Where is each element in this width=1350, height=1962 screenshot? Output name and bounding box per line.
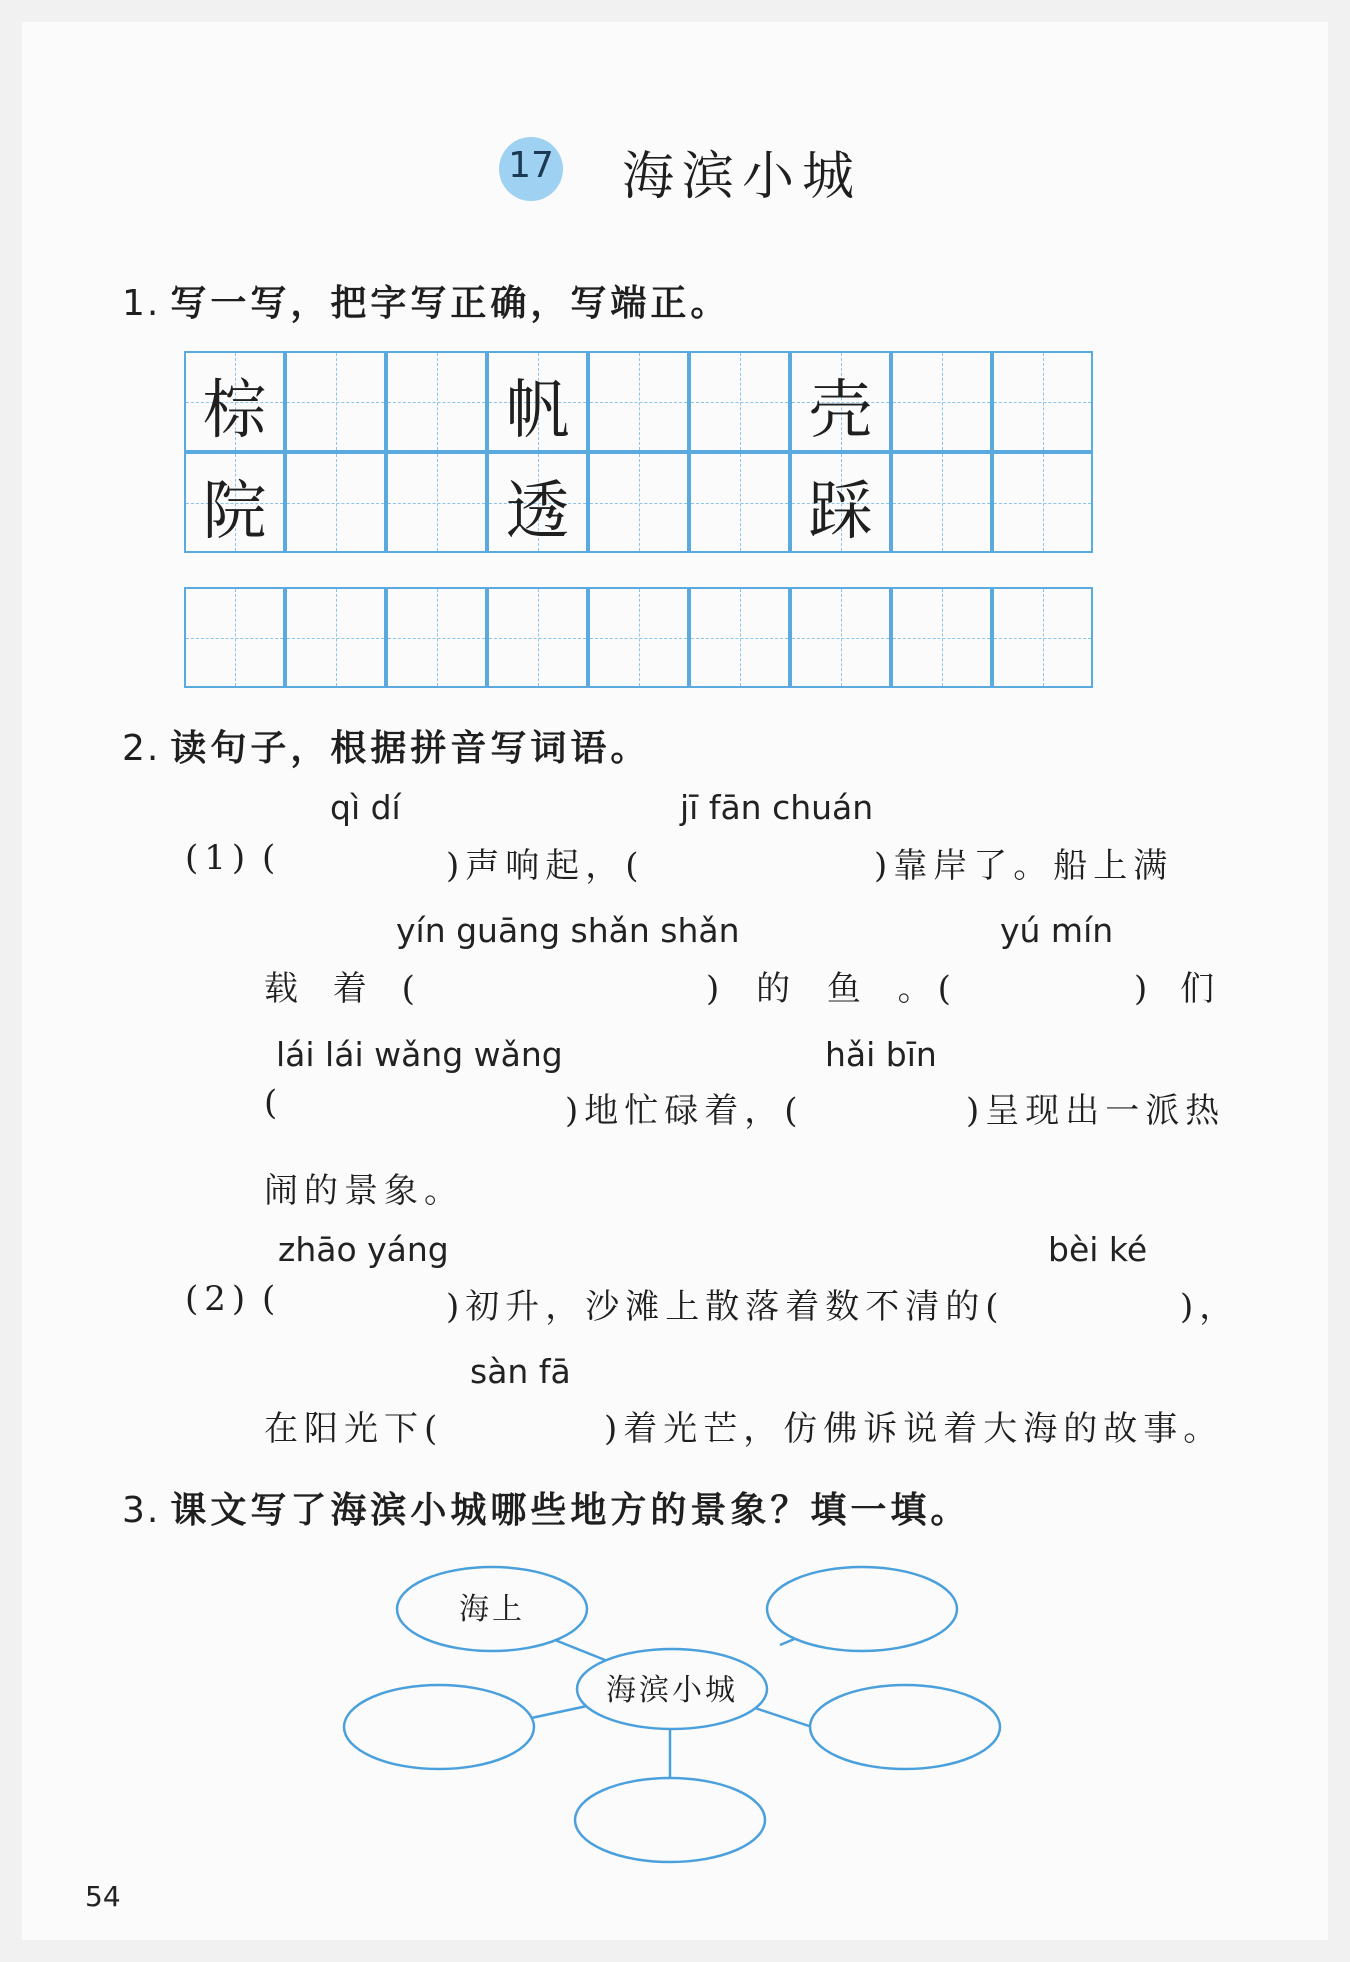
q3-title: 课文写了海滨小城哪些地方的景象？填一填。: [170, 1489, 971, 1531]
grid-cell-model-3: [790, 351, 891, 452]
model-char: 透: [505, 475, 570, 549]
model-char: 踩: [808, 475, 873, 549]
grid-cell-model-5: [487, 452, 588, 553]
pinyin-yumin: yú mín: [1000, 911, 1114, 950]
connector-line: [755, 1708, 815, 1728]
s1-line2-mid: ) 的 鱼 。(: [706, 969, 957, 1009]
branch-label-sea: 海上: [459, 1592, 525, 1627]
page-number: 54: [85, 1880, 121, 1913]
pinyin-beike: bèi ké: [1048, 1230, 1148, 1269]
s1-line1-open: (: [262, 838, 282, 878]
s1-line3-mid: )地忙碌着，(: [565, 1091, 804, 1131]
s2-line1-open: (: [262, 1279, 282, 1319]
pinyin-yinguangshanshan: yín guāng shǎn shǎn: [396, 911, 740, 950]
branch-oval-blank[interactable]: [575, 1778, 765, 1862]
pinyin-jifanchuan: jī fān chuán: [680, 788, 874, 827]
q1-number: 1.: [122, 283, 161, 324]
sentence2-label: (2): [185, 1279, 252, 1319]
connector-line: [555, 1640, 610, 1662]
model-char: 棕: [202, 374, 267, 448]
center-label: 海滨小城: [606, 1673, 738, 1708]
q1-title: 写一写，把字写正确，写端正。: [170, 282, 731, 324]
branch-oval-blank[interactable]: [344, 1685, 534, 1769]
s1-line2-end: ) 们: [1134, 969, 1221, 1009]
s1-line4: 闹的景象。: [264, 1171, 464, 1211]
pinyin-laolaiwangwang: lái lái wǎng wǎng: [276, 1035, 563, 1074]
branch-oval-blank[interactable]: [810, 1685, 1000, 1769]
model-char: 院: [202, 475, 267, 549]
grid-cell-model-6: [790, 452, 891, 553]
q2-number: 2.: [122, 728, 161, 769]
branch-oval-blank[interactable]: [767, 1567, 957, 1651]
grid-cell-model-4: [184, 452, 285, 553]
s2-line2-end: )着光芒，仿佛诉说着大海的故事。: [604, 1409, 1224, 1449]
q3-number: 3.: [122, 1490, 161, 1531]
s1-line2-start: 载 着 (: [264, 969, 421, 1009]
model-char: 帆: [505, 374, 570, 448]
s1-line1-mid: )声响起，(: [446, 846, 645, 886]
model-char: 壳: [808, 374, 873, 448]
s2-line1-mid: )初升，沙滩上散落着数不清的(: [446, 1287, 1005, 1327]
s1-line1-end: )靠岸了。船上满: [874, 846, 1174, 886]
lesson-title: 海滨小城: [622, 147, 863, 207]
pinyin-zhaoyang: zhāo yáng: [278, 1230, 449, 1269]
pinyin-qidi: qì dí: [330, 788, 401, 827]
pinyin-sanfa: sàn fā: [470, 1352, 571, 1391]
grid-cell-model-1: [184, 351, 285, 452]
s1-line3-open: (: [264, 1083, 284, 1123]
grid-cell-model-2: [487, 351, 588, 452]
pinyin-haibin: hǎi bīn: [825, 1035, 937, 1074]
s2-line2-start: 在阳光下(: [264, 1409, 444, 1449]
s1-line3-end: )呈现出一派热: [966, 1091, 1226, 1131]
q2-title: 读句子，根据拼音写词语。: [170, 727, 651, 769]
lesson-number: 17: [508, 145, 554, 186]
s2-line1-end: )，: [1180, 1287, 1240, 1327]
sentence1-label: (1): [185, 838, 252, 878]
